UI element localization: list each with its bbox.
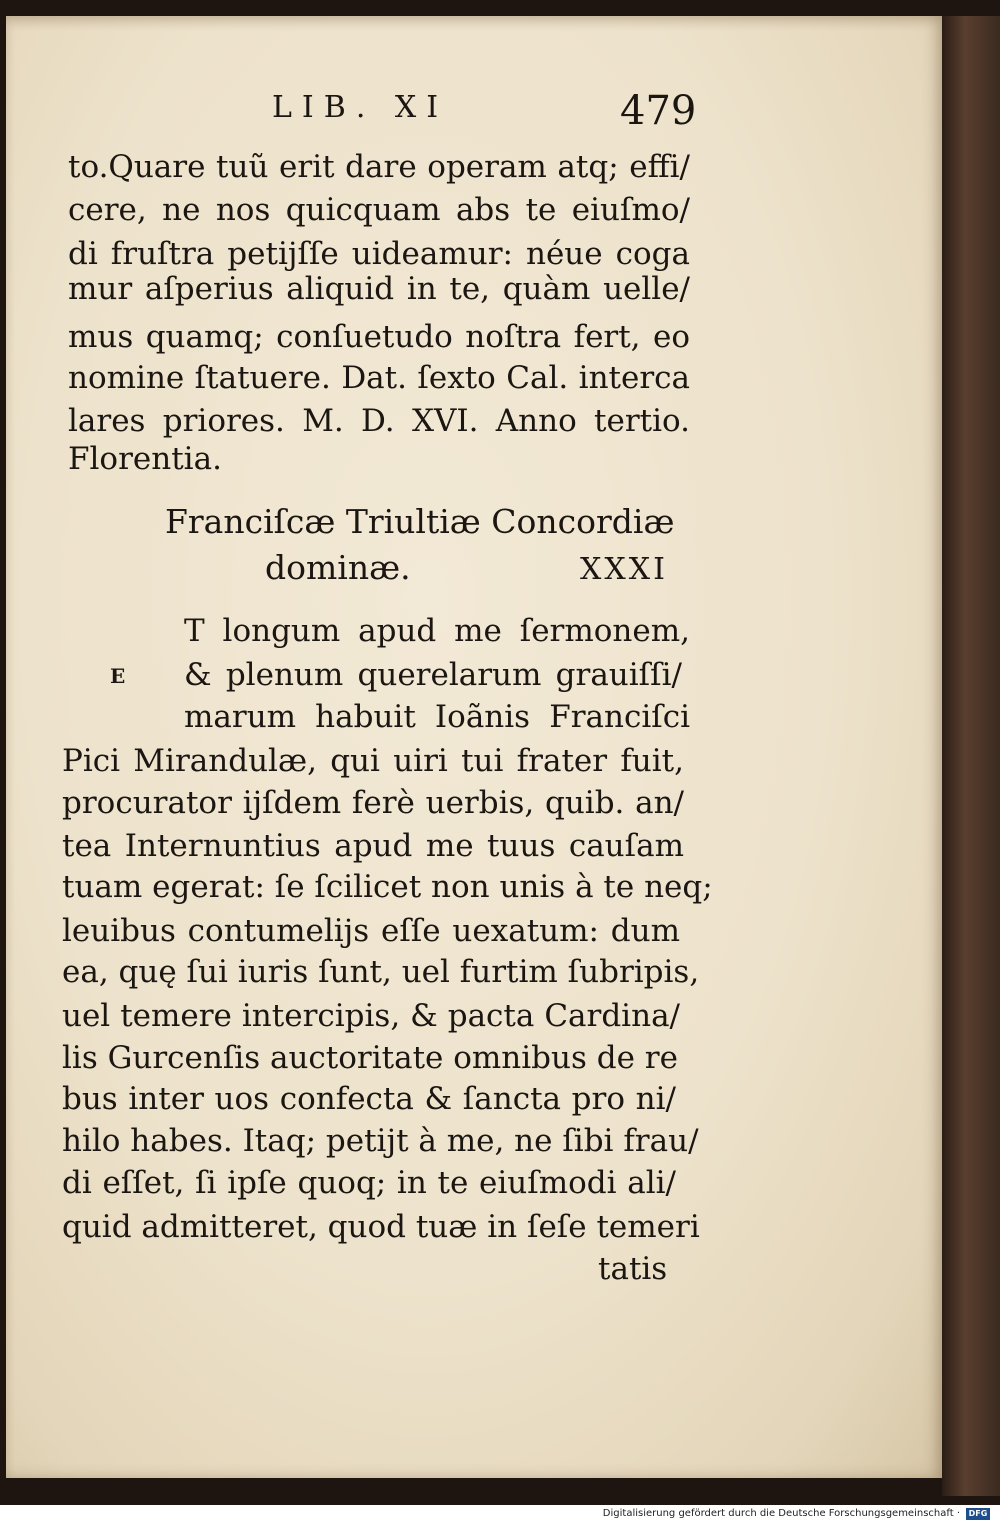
catchword: tatis: [598, 1251, 668, 1287]
dfg-logo: DFG: [966, 1508, 990, 1520]
text-line: tea Internuntius apud me tuus cauſam: [62, 828, 684, 864]
text-line: lares priores. M. D. XVI. Anno tertio.: [68, 403, 690, 439]
text-line: hilo habes. Itaq; petijt à me, ne ſibi frau/: [62, 1123, 699, 1159]
page-number: 479: [620, 88, 697, 134]
running-title: LIB. XI: [272, 90, 449, 125]
text-line: mur aſperius aliquid in te, quàm uelle/: [68, 271, 690, 307]
text-line: & plenum querelarum grauiſſi/: [184, 657, 682, 693]
text-line: marum habuit Ioãnis Franciſci: [184, 699, 690, 735]
letter-number: XXXI: [580, 552, 668, 587]
text-line: di fruſtra petijſſe uideamur: néue coga: [68, 236, 690, 272]
text-line: lis Gurcenſis auctoritate omnibus de re: [62, 1040, 678, 1076]
letter-heading-line2: dominæ.: [265, 548, 411, 587]
letter-heading-line1: Franciſcæ Triultiæ Concordiæ: [165, 502, 675, 541]
text-line: nomine ſtatuere. Dat. ſexto Cal. interca: [68, 360, 690, 396]
text-line: bus inter uos confecta & ſancta pro ni/: [62, 1081, 676, 1117]
text-line: di eſſet, ſi ipſe quoq; in te eiuſmodi ali/: [62, 1165, 676, 1201]
text-line: uel temere intercipis, & pacta Cardina/: [62, 998, 680, 1034]
text-line: to.Quare tuũ erit dare operam atq; effi/: [68, 149, 690, 185]
guide-letter: E: [110, 664, 126, 688]
text-line: tuam egerat: ſe ſcilicet non unis à te neq;: [62, 869, 713, 905]
book-spine-edge: [942, 16, 1000, 1496]
text-line: cere, ne nos quicquam abs te eiuſmo/: [68, 192, 690, 228]
funding-credit: Digitalisierung gefördert durch die Deutsche Forschungsgemeinschaft ·: [602, 1508, 960, 1519]
text-line: mus quamq; conſuetudo noſtra fert, eo: [68, 319, 690, 355]
text-line: quid admitteret, quod tuæ in ſeſe temeri: [62, 1209, 700, 1245]
text-line: leuibus contumelijs eſſe uexatum: dum: [62, 913, 680, 949]
text-line: T longum apud me ſermonem,: [184, 613, 690, 649]
text-line: Pici Mirandulæ, qui uiri tui frater fuit,: [62, 743, 684, 779]
text-line: ea, quę ſui iuris ſunt, uel furtim ſubripis,: [62, 954, 700, 990]
text-line: Florentia.: [68, 441, 222, 477]
text-line: procurator ijſdem ferè uerbis, quib. an/: [62, 785, 684, 821]
